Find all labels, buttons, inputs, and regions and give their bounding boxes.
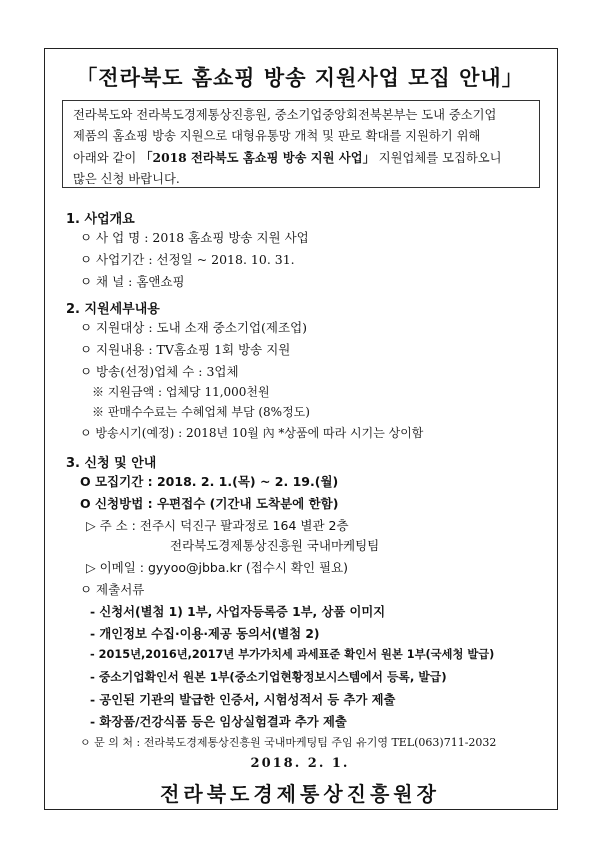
section2-note-amount: ※ 지원금액 : 업체당 11,000천원 xyxy=(92,385,270,399)
section2-note-fee: ※ 판매수수료는 수혜업체 부담 (8%정도) xyxy=(92,405,310,419)
section1-item-channel: ㅇ 채 널 : 홈앤쇼핑 xyxy=(80,274,185,289)
section2-heading: 2. 지원세부내용 xyxy=(66,302,160,317)
intro-line-3-post: 지원업체를 모집하오니 xyxy=(374,151,502,165)
intro-line-3-pre: 아래와 같이 xyxy=(73,151,141,165)
doc-item: - 개인정보 수집·이용·제공 동의서(별첨 2) xyxy=(90,627,320,641)
doc-item: - 중소기업확인서 원본 1부(중소기업현황정보시스템에서 등록, 발급) xyxy=(90,670,447,684)
intro-line-2: 제품의 홈쇼핑 방송 지원으로 대형유통망 개척 및 판로 확대를 지원하기 위해 xyxy=(73,129,481,143)
section3-method: O 신청방법 : 우편접수 (기간내 도착분에 한함) xyxy=(80,496,339,511)
intro-line-3 xyxy=(73,147,529,169)
issue-date: 2018. 2. 1. xyxy=(250,756,350,771)
intro-box xyxy=(62,100,540,188)
document-title: 「전라북도 홈쇼핑 방송 지원사업 모집 안내」 xyxy=(76,66,524,90)
section2-item-content: ㅇ 지원내용 : TV홈쇼핑 1회 방송 지원 xyxy=(80,342,291,357)
section3-heading: 3. 신청 및 안내 xyxy=(66,456,157,471)
intro-program-name: 「2018 전라북도 홈쇼핑 방송 지원 사업」 xyxy=(140,150,375,165)
section1-heading: 1. 사업개요 xyxy=(66,212,135,227)
doc-item: - 2015년,2016년,2017년 부가가치세 과세표준 확인서 원본 1부(국세청 발급) xyxy=(90,648,495,661)
section3-email: ▷ 이메일 : gyyoo@jbba.kr (접수시 확인 필요) xyxy=(86,560,349,575)
section3-docs-heading: ㅇ 제출서류 xyxy=(80,582,145,597)
section2-item-schedule: ㅇ 방송시기(예정) : 2018년 10월 內 *상품에 따라 시기는 상이함 xyxy=(80,426,424,440)
section3-address-team: 전라북도경제통상진흥원 국내마케팅팀 xyxy=(170,538,380,553)
section2-item-target: ㅇ 지원대상 : 도내 소재 중소기업(제조업) xyxy=(80,320,308,335)
section3-period: O 모집기간 : 2018. 2. 1.(목) ~ 2. 19.(월) xyxy=(80,474,339,489)
section3-contact: ㅇ 문 의 처 : 전라북도경제통상진흥원 국내마케팅팀 주임 유기영 TEL(063)711-2032 xyxy=(80,736,497,749)
issuer-signature: 전라북도경제통상진흥원장 xyxy=(160,782,440,806)
section1-item-period: ㅇ 사업기간 : 선정일 ~ 2018. 10. 31. xyxy=(80,252,295,267)
intro-line-4: 많은 신청 바랍니다. xyxy=(73,172,180,186)
doc-item: - 공인된 기관의 발급한 인증서, 시험성적서 등 추가 제출 xyxy=(90,693,396,707)
doc-item: - 화장품/건강식품 등은 임상실험결과 추가 제출 xyxy=(90,715,347,729)
section3-address: ▷ 주 소 : 전주시 덕진구 팔과정로 164 별관 2층 xyxy=(86,518,349,533)
section2-item-count: ㅇ 방송(선정)업체 수 : 3업체 xyxy=(80,364,239,379)
section1-item-name: ㅇ 사 업 명 : 2018 홈쇼핑 방송 지원 사업 xyxy=(80,230,309,245)
doc-item: - 신청서(별첨 1) 1부, 사업자등록증 1부, 상품 이미지 xyxy=(90,605,386,619)
intro-line-1: 전라북도와 전라북도경제통상진흥원, 중소기업중앙회전북본부는 도내 중소기업 xyxy=(73,108,497,122)
